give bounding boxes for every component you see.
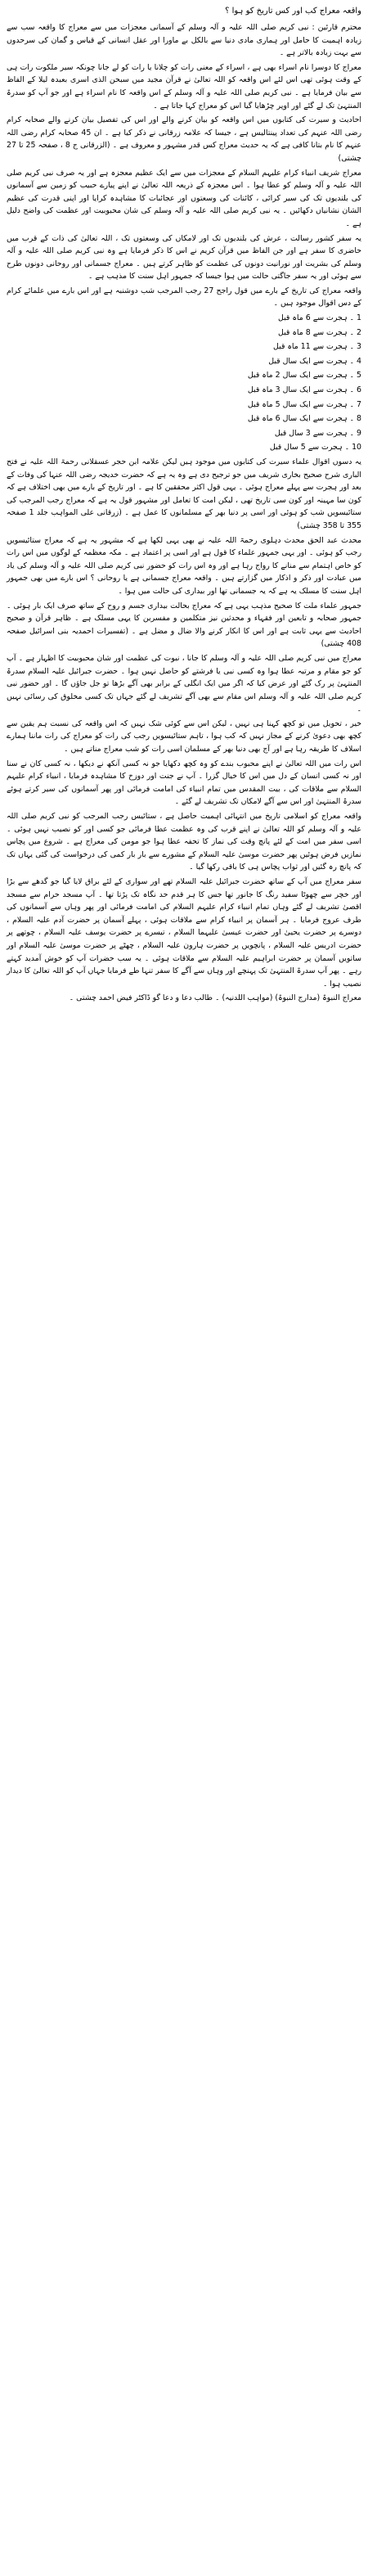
paragraph: معراج شریف انبیاء کرام علیہم السلام کے معجزات میں سے ایک عظیم معجزہ ہے اور یہ صرف نبی کریم صلی اللہ علیہ و آلہ وسلم کو عطا ہوا ۔ اس معجزہ کے ذریعہ اللہ تعالیٰ نے اپنے پیارے حبیب کو زمین سے آسمانوں کی بلندیوں تک کی سیر کرائی ، کائنات کی وسعتوں اور عجائبات کا مشاہدہ کرایا اور اپنی قدرت کی عظیم الشان نشانیاں دکھائیں ۔ یہ نبی کریم صلی اللہ علیہ و آلہ وسلم کی شان محبوبیت اور عظمت کی واضح دلیل ہے ۔ (7, 168, 361, 228)
list-item: 1 ۔ ہجرت سے 6 ماہ قبل (278, 313, 361, 323)
paragraph: محترم قارئین : نبی کریم صلی اللہ علیہ و آلہ وسلم کے آسمانی معجزات میں سے معراج کا واقعہ سب سے زیادہ اہمیت کا حامل اور ہماری مادی دنیا سے بالکل بے ماورا اور عقل انسانی کے قیاس و گمان کی سرحدوں سے بہت زیادہ بالاتر ہے ۔ (7, 23, 361, 58)
paragraph: اس رات میں اللہ تعالیٰ نے اپنے محبوب بندے کو وہ کچھ دکھایا جو نہ کسی آنکھ نے دیکھا ، نہ کسی کان نے سنا اور نہ کسی انسان کے دل میں اس کا خیال گزرا ۔ آپ نے جنت اور دوزخ کا مشاہدہ فرمایا ، انبیاء کرام علیہم السلام سے ملاقات کی ، بیت المقدس میں تمام انبیاء کی امامت فرمائی اور پھر آسمانوں کی سیر کرتے ہوئے سدرۃ المنتہیٰ اور اس سے آگے لامکاں تک تشریف لے گئے ۔ (7, 759, 361, 807)
paragraph: یہ سفر کشور رسالت ، عرش کی بلندیوں تک اور لامکاں کی وسعتوں تک ، اللہ تعالیٰ کی ذات کے قرب میں حاضری کا سفر ہے اور جن الفاظ میں قرآن کریم نے اس کا ذکر فرمایا ہے وہ نبی کریم صلی اللہ علیہ و آلہ وسلم کی بشریت اور نورانیت دونوں کی عظمت کو ظاہر کرتے ہیں ۔ معراج جسمانی اور روحانی دونوں طرح سے ہوئی اور یہ سفر جاگتی حالت میں ہوا جیسا کہ جمہور اہل سنت کا مذہب ہے ۔ (7, 233, 361, 281)
paragraph: معراج کا دوسرا نام اسراء بھی ہے ، اسراء کے معنی رات کو چلانا یا رات کو لے جانا چونکہ سیر ملکوت رات ہی کے وقت ہوئی تھی اس لئے اس واقعہ کو اللہ تعالیٰ نے قرآن مجید میں سبحن الذی اسری بعبدہ لیلا کے الفاظ سے بیان فرمایا ہے ۔ نبی کریم صلی اللہ علیہ و آلہ وسلم کے اس واقعہ کا نام اسراء ہے اور جو آپ کو سدرۃ المنتہیٰ تک لے گئے اور اوپر چڑھایا گیا اس کو معراج کہا جاتا ہے ۔ (7, 62, 361, 110)
paragraph: واقعہ معراج کو اسلامی تاریخ میں انتہائی اہمیت حاصل ہے ، ستائیس رجب المرجب کو نبی کریم صلی اللہ علیہ و آلہ وسلم کو اللہ تعالیٰ نے اپنے قرب کی وہ عظمت عطا فرمائی جو کسی اور کو نصیب نہیں ہوئی ۔ اسی سفر میں امت کے لئے پانچ وقت کی نماز کا تحفہ عطا ہوا جو مومن کی معراج ہے ۔ شروع میں پچاس نمازیں فرض ہوئیں پھر حضرت موسیٰ علیہ السلام کے مشورے سے بار بار کمی کی درخواست کی گئی یہاں تک کہ پانچ رہ گئیں اور ثواب پچاس ہی کا باقی رکھا گیا ۔ (7, 812, 361, 872)
list-item: 9 ۔ ہجرت سے 3 سال قبل (274, 428, 361, 438)
list-item: 10 ۔ ہجرت سے 5 سال قبل (269, 443, 361, 453)
paragraph: جمہور علماء ملت کا صحیح مذہب یہی ہے کہ معراج بحالت بیداری جسم و روح کے ساتھ صرف ایک بار ہوئی ۔ جمہور صحابہ و تابعین اور فقہاء و محدثین نیز متکلمین و مفسرین کا یہی مسلک ہے ۔ ظاہر قرآن و صحیح احادیث سے یہی ثابت ہے اور اس کا انکار کرنے والا ضال و مضل ہے ۔ (تفسیرات احمدیہ بنی اسرائیل صفحہ 408 چشتی) (7, 601, 361, 649)
list-item: 3 ۔ ہجرت سے 11 ماہ قبل (273, 342, 361, 352)
paragraph: احادیث و سیرت کی کتابوں میں اس واقعہ کو بیان کرنے والے اور اس کی تفصیل بیان کرنے والے صحابہ کرام رضی اللہ عنہم کی تعداد پینتالیس ہے ، جیسا کہ علامہ زرقانی نے ذکر کیا ہے ۔ ان 45 صحابہ کرام رضی اللہ عنہم کا نام بتانا کافی ہے کہ یہ حدیث معراج کس قدر مشہور و معروف ہے ۔ (الزرقانی ج 8 ، صفحہ 25 تا 27 چشتی) (7, 115, 362, 163)
paragraph: یہ دسوں اقوال علماء سیرت کی کتابوں میں موجود ہیں لیکن علامہ ابن حجر عسقلانی رحمۃ اللہ علیہ نے فتح الباری شرح صحیح بخاری شریف میں جو ترجیح دی ہے وہ یہ ہے کہ حضرت خدیجہ رضی اللہ عنہا کی وفات کے بعد اور ہجرت سے پہلے معراج ہوئی ۔ یہی قول اکثر محققین کا ہے ۔ اور تاریخ کے بارے میں بھی اختلاف ہے کہ کون سا مہینہ اور کون سی تاریخ تھی ، لیکن امت کا تعامل اور مشہور قول یہ ہے کہ معراج رجب المرجب کی ستائیسویں شب کو ہوئی اور اسی پر دنیا بھر کے مسلمانوں کا عمل ہے ۔ (زرقانی علی المواہب جلد 1 صفحہ 355 تا 358 چشتی) (7, 457, 361, 530)
list-item: 8 ۔ ہجرت سے ایک سال 6 ماہ قبل (247, 414, 361, 424)
article-title: واقعہ معراج کب اور کس تاریخ کو ہوا ؟ (225, 7, 361, 16)
paragraph: معراج میں نبی کریم صلی اللہ علیہ و آلہ وسلم کا جانا ، نبوت کی عظمت اور شان محبوبیت کا اظہار ہے ۔ آپ کو جو مقام و مرتبہ عطا ہوا وہ کسی نبی یا فرشتے کو حاصل نہیں ہوا ۔ حضرت جبرائیل علیہ السلام سدرۃ المنتہیٰ پر رک گئے اور عرض کیا کہ اگر میں ایک انگلی کے برابر بھی آگے بڑھا تو جل جاؤں گا ۔ اور حضور نبی کریم صلی اللہ علیہ و آلہ وسلم اس مقام سے بھی آگے تشریف لے گئے جہاں تک کسی مخلوق کی رسائی نہیں ۔ (7, 653, 361, 714)
list-item: 7 ۔ ہجرت سے ایک سال 5 ماہ قبل (247, 399, 361, 409)
list-item: 4 ۔ ہجرت سے ایک سال قبل (268, 356, 361, 366)
list-item: 2 ۔ ہجرت سے 8 ماہ قبل (278, 327, 361, 337)
paragraph: واقعہ معراج کی تاریخ کے بارے میں قول راجح 27 رجب المرجب شب دوشنبہ ہے اور اس بارے میں علمائے کرام کے دس اقوال موجود ہیں ۔ (7, 286, 361, 308)
paragraph: سفر معراج میں آپ کے ساتھ حضرت جبرائیل علیہ السلام تھے اور سواری کے لئے براق لایا گیا جو گدھے سے بڑا اور خچر سے چھوٹا سفید رنگ کا جانور تھا جس کا ہر قدم حد نگاہ تک پڑتا تھا ۔ آپ مسجد حرام سے مسجد اقصیٰ تشریف لے گئے وہاں تمام انبیاء کرام علیہم السلام کی امامت فرمائی اور پھر وہاں سے آسمانوں کی طرف عروج فرمایا ۔ ہر آسمان پر انبیاء کرام سے ملاقات ہوئی ، پہلے آسمان پر حضرت آدم علیہ السلام ، دوسرے پر حضرت یحییٰ اور حضرت عیسیٰ علیہما السلام ، تیسرے پر حضرت یوسف علیہ السلام ، چوتھے پر حضرت ادریس علیہ السلام ، پانچویں پر حضرت ہارون علیہ السلام ، چھٹے پر حضرت موسیٰ علیہ السلام اور ساتویں آسمان پر حضرت ابراہیم علیہ السلام سے ملاقات ہوئی ۔ یہ سب حضرات آپ کو خوش آمدید کہتے رہے ۔ پھر آپ سدرۃ المنتہیٰ تک پہنچے اور وہاں سے آگے کا سفر تنہا طے فرمایا جہاں آپ کو اللہ تعالیٰ کا دیدار نصیب ہوا ۔ (6, 877, 361, 989)
list-item: 5 ۔ ہجرت سے ایک سال 2 ماہ قبل (247, 371, 361, 381)
signature-line: معراج النبوۃ (مدارج النبوۃ) (مواہب اللدنیہ) ۔ طالب دعا و دعا گو ڈاکٹر فیض احمد چشتی ۔ (69, 993, 361, 1003)
paragraph: خیر ، تحویل میں تو کچھ کہنا ہی نہیں ، لیکن اس سے کوئی شک نہیں کہ اس واقعہ کی نسبت ہم یقین سے کچھ بھی دعویٰ کرنے کے مجاز نہیں کہ کب ہوا ، تاہم ستائیسویں رجب کی رات کو معراج کی رات ماننا ہمارے اسلاف کا طریقہ رہا ہے اور آج بھی دنیا بھر کے مسلمان اسی رات کو شب معراج مناتے ہیں ۔ (7, 718, 361, 754)
list-item: 6 ۔ ہجرت سے ایک سال 3 ماہ قبل (247, 385, 361, 395)
paragraph: محدث عبد الحق محدث دہلوی رحمۃ اللہ علیہ نے بھی یہی لکھا ہے کہ مشہور یہ ہے کہ معراج ستائیسویں رجب کو ہوئی ۔ اور یہی جمہور علماء کا قول ہے اور اسی پر اعتماد ہے ۔ مکہ معظمہ کے لوگوں میں اس رات کو خاص اہتمام سے منانے کا رواج رہا ہے اور وہ اس رات کو حضور نبی کریم صلی اللہ علیہ و آلہ وسلم کی یاد میں عبادت اور ذکر و اذکار میں گزارتے ہیں ۔ واقعہ معراج جسمانی ہے یا روحانی ؟ اس بارے میں بھی جمہور اہل سنت کا مسلک یہ ہے کہ یہ جسمانی تھا اور بیداری کی حالت میں ہوا ۔ (7, 535, 361, 596)
